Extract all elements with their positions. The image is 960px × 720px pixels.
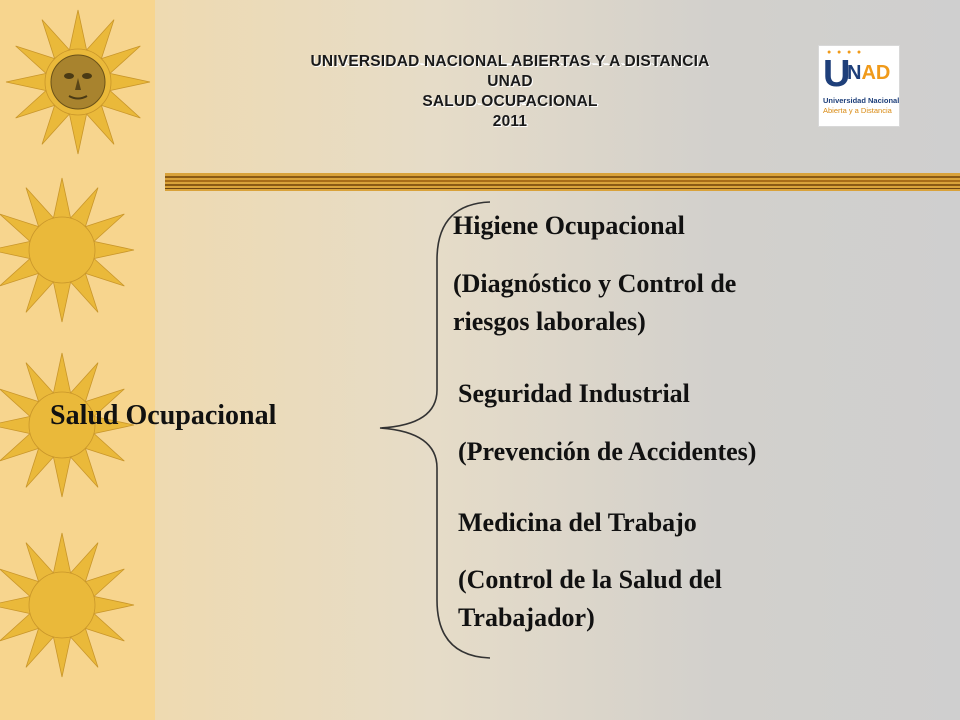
header-acronym: UNAD <box>487 73 533 90</box>
sun-decorations <box>0 0 155 720</box>
header-year: 2011 <box>492 113 528 130</box>
branch-detail-safety-1: (Prevención de Accidentes) <box>458 437 757 466</box>
branch-title-safety: Seguridad Industrial <box>458 379 690 408</box>
branch-detail-hygiene-2: riesgos laborales) <box>453 307 646 336</box>
header-divider <box>165 173 960 191</box>
branch-title-medicine: Medicina del Trabajo <box>458 508 697 537</box>
branch-title-hygiene: Higiene Ocupacional <box>453 211 685 240</box>
diagram-root-label: Salud Ocupacional <box>50 400 277 431</box>
logo-letters-ad: AD <box>861 62 891 84</box>
sun-face-icon <box>6 10 150 154</box>
header-course: SALUD OCUPACIONAL <box>422 93 598 110</box>
logo-text-line1: Universidad Nacional <box>823 96 900 105</box>
logo-letter-n: N <box>847 62 862 84</box>
header-university: UNIVERSIDAD NACIONAL ABIERTAS Y A DISTANCIA <box>310 53 710 70</box>
sun-icon <box>0 533 134 677</box>
slide-header <box>190 52 830 132</box>
branch-detail-medicine-2: Trabajador) <box>458 603 595 632</box>
logo-letter-u: U <box>823 53 851 95</box>
unad-logo: ● ● ● ● U NAD Universidad Nacional Abierta y a Distancia <box>818 45 900 127</box>
branch-detail-hygiene-1: (Diagnóstico y Control de <box>453 269 737 298</box>
sun-icon <box>0 178 134 322</box>
logo-text-line2: Abierta y a Distancia <box>823 106 892 115</box>
branch-detail-medicine-1: (Control de la Salud del <box>458 565 722 594</box>
